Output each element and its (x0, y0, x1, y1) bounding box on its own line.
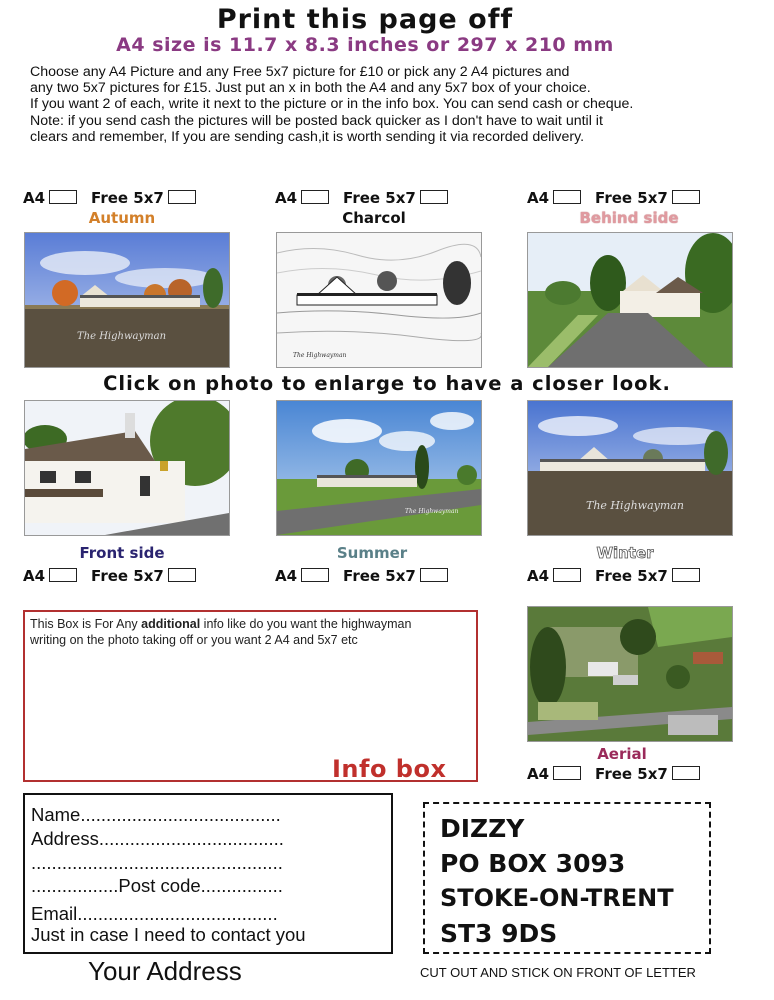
free-5x7-label: Free 5x7 (91, 567, 164, 585)
caption-behind-side: Behind side (579, 209, 679, 227)
free-5x7-checkbox[interactable] (420, 190, 448, 204)
options-behind-side (527, 189, 700, 207)
postcode-field[interactable]: .................Post code................ (31, 875, 283, 896)
free-5x7-label: Free 5x7 (595, 189, 668, 207)
free-5x7-checkbox[interactable] (168, 190, 196, 204)
intro-line: clears and remember, If you are sending cash,it is worth sending it via recorded delivery. (30, 128, 585, 145)
options-autumn (23, 189, 196, 207)
a4-checkbox[interactable] (553, 568, 581, 582)
click-instruction: Click on photo to enlarge to have a closer look. (103, 372, 671, 395)
caption-summer: Summer (336, 544, 408, 562)
address-line-field[interactable]: ................................................. (31, 852, 283, 873)
free-5x7-label: Free 5x7 (595, 567, 668, 585)
options-winter (527, 567, 700, 585)
photo-autumn[interactable] (24, 232, 230, 368)
options-charcol (275, 189, 448, 207)
recipient-po-box: PO BOX 3093 (440, 849, 626, 878)
recipient-postcode: ST3 9DS (440, 919, 558, 948)
watermark-text: The Highwayman (586, 499, 684, 512)
photo-front-side[interactable] (24, 400, 230, 536)
caption-autumn: Autumn (88, 209, 156, 227)
photo-behind-side[interactable] (527, 232, 733, 368)
free-5x7-label: Free 5x7 (91, 189, 164, 207)
a4-checkbox[interactable] (301, 190, 329, 204)
a4-label: A4 (527, 567, 550, 585)
a4-label: A4 (275, 567, 298, 585)
photo-charcol[interactable] (276, 232, 482, 368)
email-field[interactable]: Email....................................... (31, 903, 278, 924)
free-5x7-label: Free 5x7 (343, 567, 416, 585)
intro-text (30, 64, 770, 145)
a4-label: A4 (23, 189, 46, 207)
recipient-city: STOKE-ON-TRENT (440, 884, 674, 912)
intro-line: Note: if you send cash the pictures will be posted back quicker as I don't have to wait until it (30, 112, 603, 129)
caption-aerial: Aerial (597, 745, 647, 763)
free-5x7-checkbox[interactable] (420, 568, 448, 582)
intro-line: If you want 2 of each, write it next to the picture or in the info box. You can send cash or cheque. (30, 96, 634, 113)
cut-out-instruction: CUT OUT AND STICK ON FRONT OF LETTER (420, 965, 696, 980)
address-field[interactable]: Address.................................... (31, 828, 284, 849)
intro-line: Choose any A4 Picture and any Free 5x7 picture for £10 or pick any 2 A4 pictures and (30, 64, 570, 80)
a4-checkbox[interactable] (301, 568, 329, 582)
a4-checkbox[interactable] (553, 190, 581, 204)
page-subtitle: A4 size is 11.7 x 8.3 inches or 297 x 210 mm (116, 34, 614, 56)
your-address-caption: Your Address (88, 956, 242, 986)
a4-checkbox[interactable] (553, 766, 581, 780)
info-box-instructions: This Box is For Any additional info like do you want the highwayman writing on the photo taking off or you want 2 A4 and 5x7 etc (30, 617, 412, 647)
watermark-text: The Highwayman (77, 331, 167, 342)
a4-checkbox[interactable] (49, 190, 77, 204)
free-5x7-label: Free 5x7 (343, 189, 416, 207)
caption-charcol: Charcol (342, 209, 406, 227)
page-title: Print this page off (216, 4, 514, 35)
watermark-text: The Highwayman (293, 352, 347, 359)
info-box-label: Info box (332, 755, 447, 783)
caption-winter: Winter (596, 544, 654, 562)
photo-summer[interactable] (276, 400, 482, 536)
a4-label: A4 (23, 567, 46, 585)
a4-label: A4 (527, 765, 550, 783)
watermark-text: The Highwayman (405, 508, 459, 515)
options-summer (275, 567, 448, 585)
free-5x7-checkbox[interactable] (672, 190, 700, 204)
recipient-name: DIZZY (440, 814, 525, 843)
photo-aerial[interactable] (527, 606, 733, 742)
a4-label: A4 (527, 189, 550, 207)
free-5x7-label: Free 5x7 (595, 765, 668, 783)
options-aerial (527, 765, 700, 783)
a4-label: A4 (275, 189, 298, 207)
name-field[interactable]: Name....................................... (31, 804, 281, 825)
free-5x7-checkbox[interactable] (672, 766, 700, 780)
free-5x7-checkbox[interactable] (672, 568, 700, 582)
contact-note: Just in case I need to contact you (31, 924, 306, 945)
options-front-side (23, 567, 196, 585)
photo-winter[interactable] (527, 400, 733, 536)
free-5x7-checkbox[interactable] (168, 568, 196, 582)
caption-front-side: Front side (79, 544, 165, 562)
intro-line: any two 5x7 pictures for £15. Just put an x in both the A4 and any 5x7 box of your choice. (30, 80, 591, 97)
a4-checkbox[interactable] (49, 568, 77, 582)
